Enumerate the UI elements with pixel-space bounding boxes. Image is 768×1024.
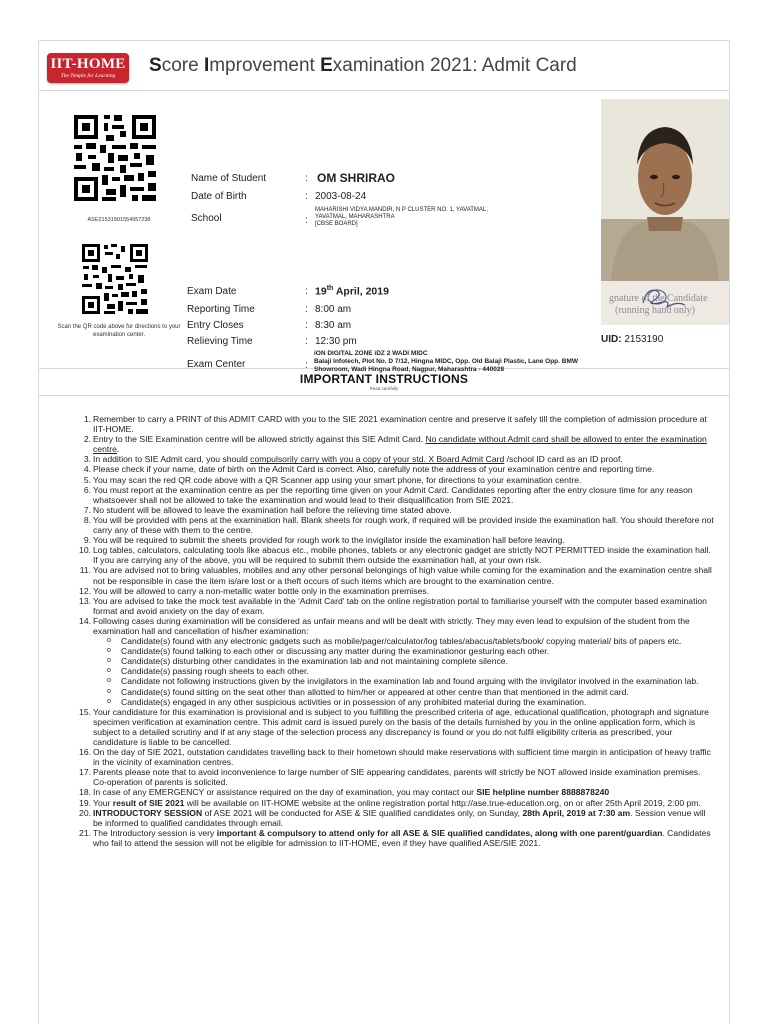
uid: UID: 2153190 (601, 334, 664, 345)
exam-date-colon: : (305, 286, 308, 297)
instruction-item: 7. No student will be allowed to leave the examination hall before the relieving time stated above. (83, 504, 452, 515)
instruction-item: 6. You must report at the examination centre as per the reporting time given on your Admit Card. Candidates reporting after the entry closure time for any reason whatsoever shall not be allowed to take the examination and would lead to their disqualification from SIE 2021. (83, 484, 693, 505)
iit-home-logo (47, 53, 129, 83)
relieving-time-label: Relieving Time (187, 336, 253, 347)
relieving-colon: : (305, 336, 308, 347)
date-of-birth: 2003-08-24 (315, 191, 367, 202)
instruction-item: 16. On the day of SIE 2021, outstation candidates travelling back to their hometown should make reservations with sufficient time margin in anticipation of heavy traffic in the vicinity of examination centres. (79, 747, 711, 768)
instruction-item: 18. In case of any EMERGENCY or assistance required on the day of examination, you may contact our SIE helpline number 8888878240 (79, 787, 610, 798)
entry-closes: 8:30 am (315, 320, 352, 331)
exam-date: 19th April, 2019 (315, 285, 389, 298)
reporting-colon: : (305, 304, 308, 315)
school-address: MAHARISHI VIDYA MANDIR, N P CLUSTER NO. 1, YAVATMAL, YAVATMAL, MAHARASHTRA (315, 207, 488, 220)
center-colon: : (305, 360, 308, 371)
instruction-item: 12. You will be allowed to carry a non-metallic water bottle only in the examination premises. (79, 585, 429, 596)
instruction-item: 2. Entry to the SIE Examination centre will be allowed strictly against this SIE Admit Card. No candidate without Admit card shall be allowed to enter the examination centre. (83, 434, 707, 455)
instruction-item: 15. Your candidature for this examination is provisional and is subject to you fulfilling the prescribed criteria of age, educational qualification, photograph and signature specimen verification at examination centre. This admit card is issued purely on the basis of the details furnished by you in the online application form, which is subject to a detailed scrutiny and if at any stage of the selection process any discrepancy is found or you do not fulfil eligibility criteria as prescribed, your candidature is liable to be cancelled. (79, 706, 709, 747)
reporting-time-label: Reporting Time (187, 304, 255, 315)
page-title: Score Improvement Examination 2021: Admit Card (149, 55, 577, 76)
entry-closes-label: Entry Closes (187, 320, 244, 331)
instructions-header (39, 369, 729, 396)
reporting-time: 8:00 am (315, 304, 352, 315)
instruction-item: 13. You are advised to take the mock test available in the 'Admit Card' tab on the online registration portal to familiarise yourself with the computer based examination format and avoid anxiety on the day of exam. (79, 595, 707, 616)
instruction-item: 19. Your result of SIE 2021 will be available on IIT-HOME website at the online registration portal http://ase.true-education.org, on or after 25th April 2019, 2:00 pm. (79, 797, 701, 808)
school-board: [CBSE BOARD] (315, 221, 358, 227)
school-name (315, 207, 495, 228)
student-name: OM SHRIRAO (317, 171, 395, 185)
qr-caption: Scan the QR code above for directions to your examination center. (57, 324, 181, 338)
admit-qr-code-icon (72, 113, 158, 203)
name-label: Name of Student (191, 173, 267, 184)
school-label: School (191, 213, 222, 224)
instruction-item: 10. Log tables, calculators, calculating tools like abacus etc., mobile phones, tablets or any electronic gadget are strictly NOT PERMITTED inside the examination hall. If you are carrying any of the above, you will be required to submit them outside the examination hall, at your own risk. (79, 545, 711, 566)
unfair-means-item: o Candidate(s) disturbing other candidates in the examination lab and not maintaining complete silence. (107, 656, 508, 667)
uid-value: 2153190 (624, 334, 664, 345)
school-colon: : (305, 215, 308, 226)
candidate-details (39, 91, 729, 373)
candidate-signature (601, 281, 729, 325)
entry-colon: : (305, 320, 308, 331)
dob-colon: : (305, 191, 308, 202)
instruction-item: 11. You are advised not to bring valuables, mobiles and any other personal belongings of high value while coming for the examination and the examination centre shall not be responsible in case the item is/are lost or a theft occurs of such items which are brought to the examination centre. (79, 565, 712, 586)
instruction-item: 3. In addition to SIE Admit card, you should compulsorily carry with you a copy of your std. X Board Admit Card /school ID card as an ID proof. (83, 454, 623, 465)
instructions-list (39, 414, 729, 848)
unfair-means-item: o Candidate(s) passing rough sheets to each other. (107, 666, 309, 677)
admit-card-header (39, 41, 729, 91)
signature-caption: gnature of the Candidate (running hand only) (609, 293, 708, 316)
unfair-means-item: o Candidate(s) engaged in any other suspicious activities or in possession of any prohibited material during the examination. (107, 696, 587, 707)
unfair-means-item: o Candidate(s) found sitting on the seat other than allotted to him/her or appeared at other centre than that mentioned in the admit card. (107, 686, 629, 697)
qr-code-id: ASE21531901554957238 (87, 217, 151, 223)
instruction-item: 1. Remember to carry a PRINT of this ADMIT CARD with you to the SIE 2021 examination centre and preserve it safely till the completion of admission procedure at IIT-HOME. (83, 414, 707, 435)
unfair-means-item: o Candidate(s) found talking to each other or discussing any matter during the examinationor gesturing each other. (107, 646, 550, 657)
instruction-item: 14. Following cases during examination will be considered as unfair means and will be dealt with strictly. They may even lead to expulsion of the student from the examination hall and cancellation of his/her examination: o Candidate(s) found with any electronic gadgets such as mobile/pager/calculator/log tables/abacus/tablets/book/ copying material/ bits of papers etc. o Candidate(s) found talking to each other or discussing any matter during the examinationor gesturing each other. o Candidate(s) disturbing other candidates in the examination lab and not maintaining complete silence. o Candidate(s) passing rough sheets to each other. o Candidate not following instructions given by the invigilators in the examination lab and found arguing with the invigilator involved in the examination lab. o Candidate(s) found sitting on the seat other than allotted to him/her or appeared at other centre than that mentioned in the admit card. o Candidate(s) engaged in any other suspicious activities or in possession of any prohibited material during the examination. (39, 616, 729, 707)
unfair-means-item: o Candidate not following instructions given by the invigilators in the examination lab and found arguing with the invigilator involved in the examination lab. (107, 676, 699, 687)
instruction-item: 4. Please check if your name, date of birth on the Admit Card is correct. Also, carefully note the address of your examination centre and reporting time. (83, 464, 655, 475)
instruction-item: 21. The Introductory session is very important & compulsory to attend only for all ASE & SIE qualified candidates, along with one parent/guardian. Candidates who fail to attend the session will not be eligible for admission to IIT-HOME, even if they have qualified ASE/SIE 2021. (79, 827, 711, 848)
exam-date-label: Exam Date (187, 286, 237, 297)
unfair-means-item: o Candidate(s) found with any electronic gadgets such as mobile/pager/calculator/log tables/abacus/tablets/book/ copying material/ bits of papers etc. (107, 636, 682, 647)
instruction-item: 5. You may scan the red QR code above with a QR Scanner app using your smart phone, for directions to your examination centre. (83, 474, 582, 485)
relieving-time: 12:30 pm (315, 336, 357, 347)
name-colon: : (305, 173, 308, 184)
instructions-subtitle: Read carefully (369, 386, 399, 391)
instruction-item: 17. Parents please note that to avoid inconvenience to large number of SIE appearing candidates, parents will strictly be NOT allowed inside examination premises. Co-operation of parents is solicited. (79, 767, 701, 788)
instruction-item: 9. You will be required to submit the sheets provided for rough work to the invigilator inside the examination hall before leaving. (83, 535, 565, 546)
dob-label: Date of Birth (191, 191, 247, 202)
logo-text: IIT-HOME (50, 56, 126, 72)
center-name: iON DIGITAL ZONE iDZ 2 WADI MIDC (314, 350, 428, 357)
instruction-item: 20. INTRODUCTORY SESSION of ASE 2021 will be conducted for ASE & SIE qualified candidates only, on Sunday, 28th April, 2019 at 7:30 am. Session venue will be informed to qualified candidates through email. (79, 807, 706, 828)
logo-tagline: The Temple for Learning (60, 73, 116, 79)
instruction-item: 8. You will be provided with pens at the examination hall. Blank sheets for rough work, if required will be provided inside the examination hall. You should therefore not carry any of these with them to the centre. (83, 514, 714, 536)
directions-qr-code-icon (81, 243, 149, 315)
candidate-photo (601, 99, 729, 281)
exam-center-label: Exam Center (187, 359, 246, 370)
instructions-title: IMPORTANT INSTRUCTIONS (299, 372, 469, 386)
center-address: Balaji Infotech, Plot No. D 7/12, Hingna MIDC, Opp. Old Balaji Plastic, Lane Opp. BMW Showroom, Wadi Hingna Road, Nagpur, Maharashtra - 440028 (314, 358, 579, 373)
admit-card (38, 40, 730, 1024)
